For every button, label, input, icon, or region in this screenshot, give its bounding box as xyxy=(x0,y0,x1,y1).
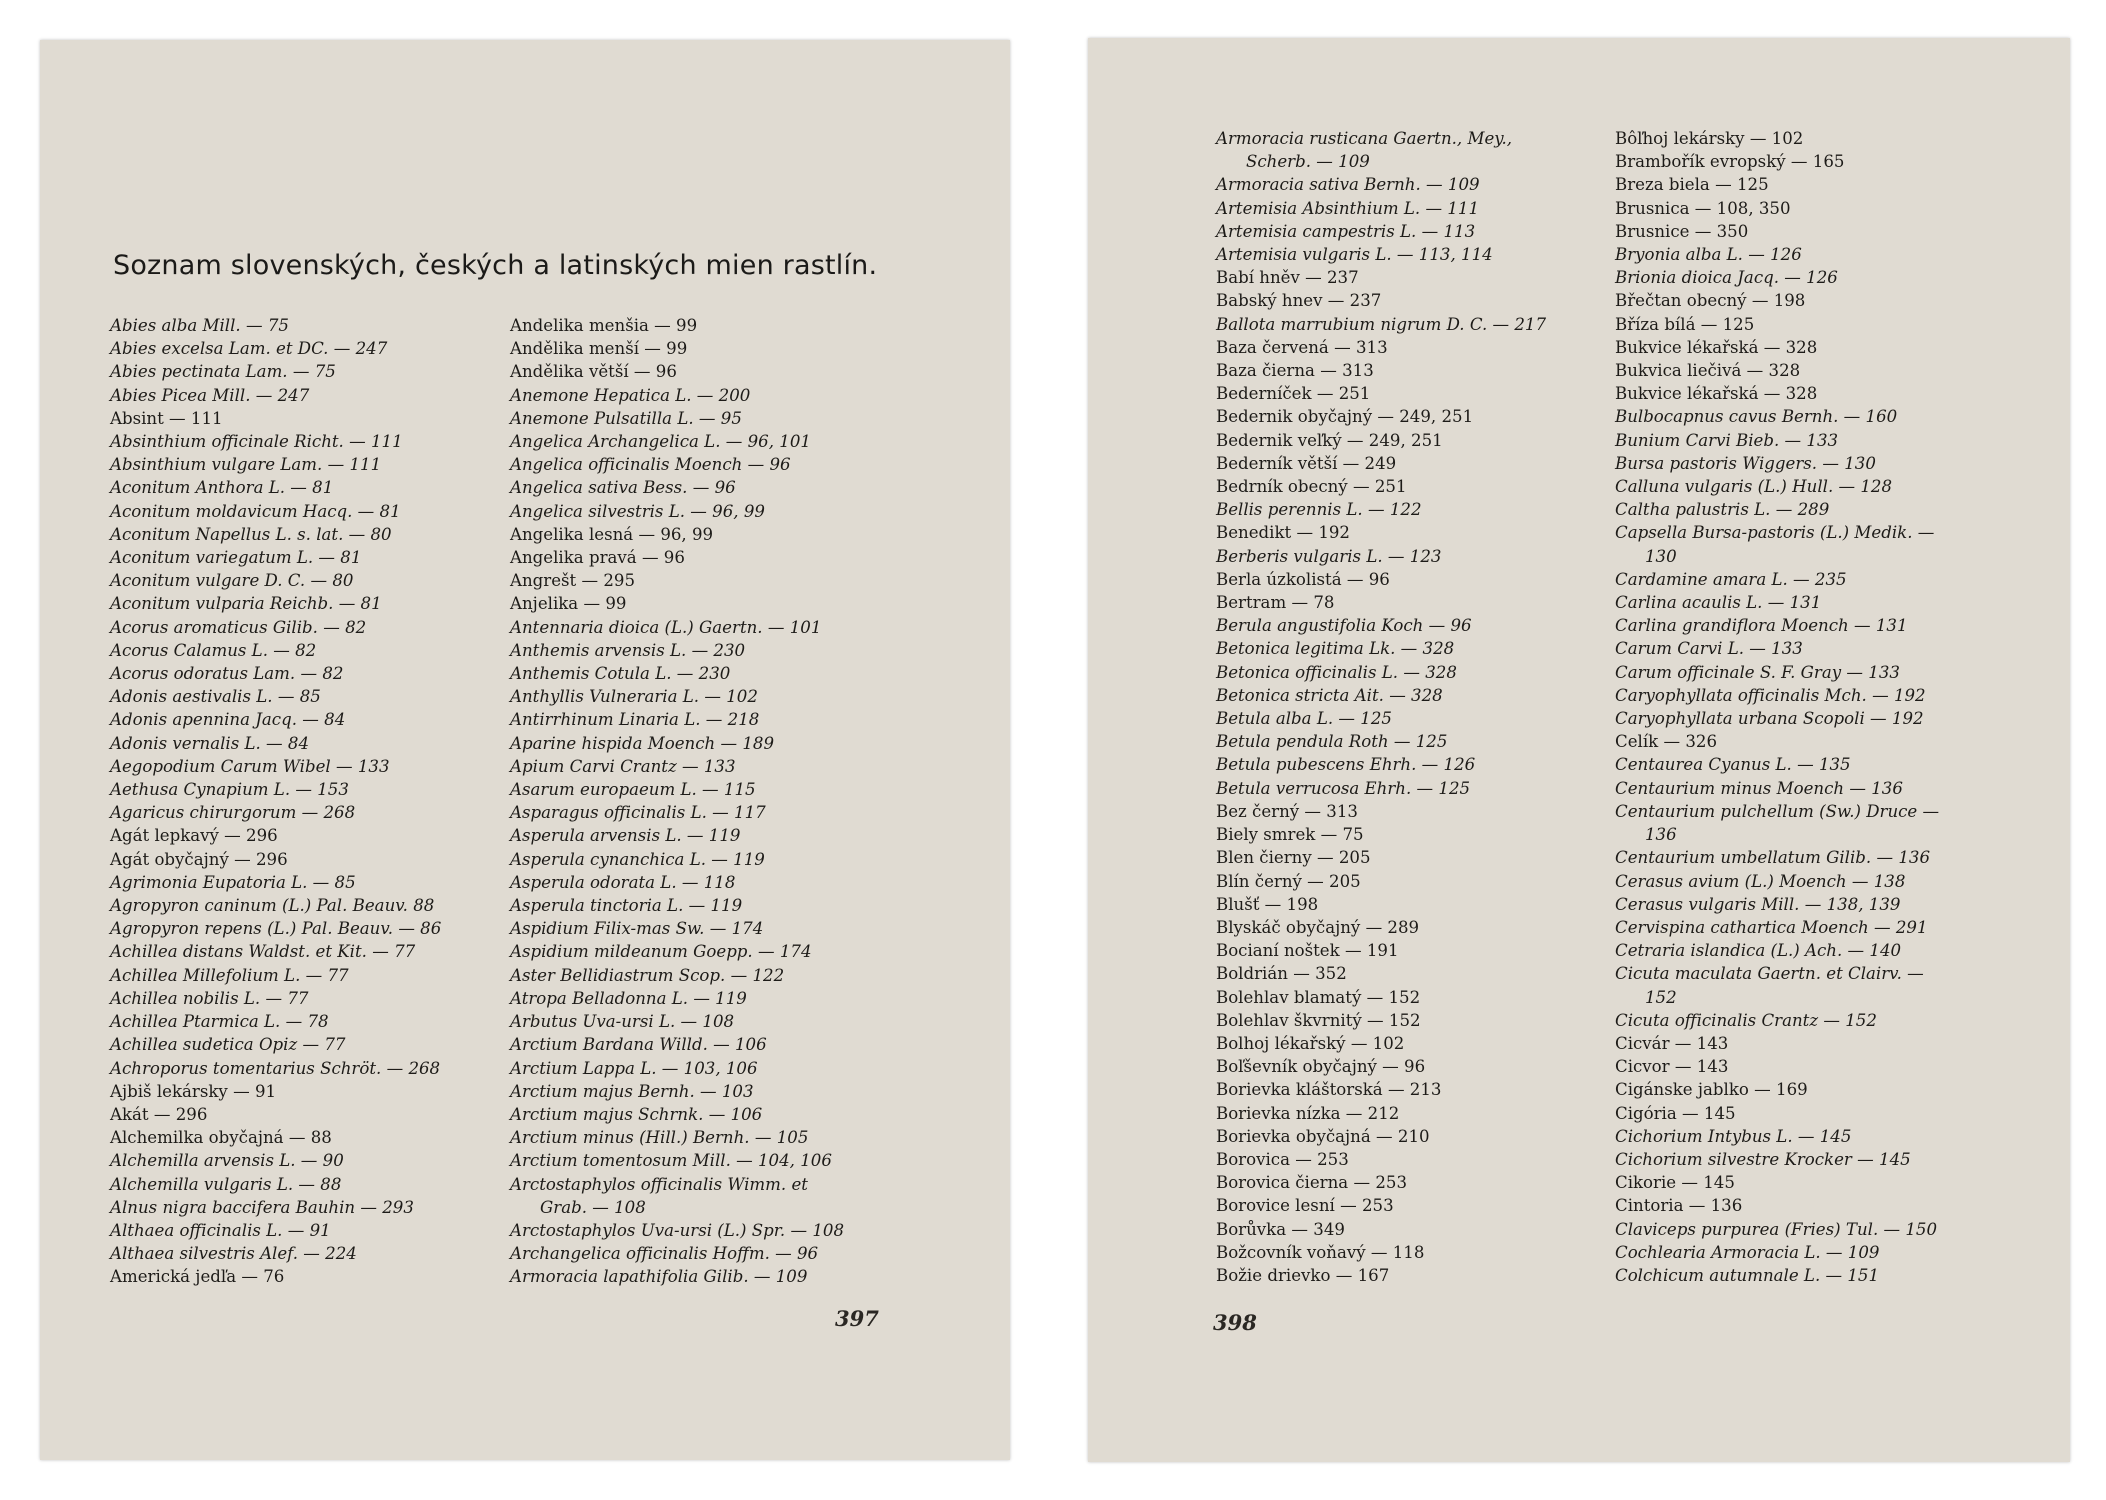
index-entry: Agropyron repens (L.) Pal. Beauv. — 86 xyxy=(110,919,442,939)
index-entry: Asperula arvensis L. — 119 xyxy=(510,826,741,846)
index-entry: Borievka nízka — 212 xyxy=(1216,1103,1400,1123)
index-entry: Absinthium vulgare Lam. — 111 xyxy=(110,455,382,475)
index-entry: Brionia dioica Jacq. — 126 xyxy=(1615,268,1838,288)
index-entry: Cichorium silvestre Krocker — 145 xyxy=(1615,1149,1911,1169)
index-entry: Artemisia campestris L. — 113 xyxy=(1216,221,1476,241)
index-entry: Aconitum Napellus L. s. lat. — 80 xyxy=(110,524,392,544)
index-entry: Borůvka — 349 xyxy=(1216,1219,1345,1239)
index-entry: Bukvica liečivá — 328 xyxy=(1615,361,1801,381)
index-entry: Baza červená — 313 xyxy=(1216,337,1388,357)
page-number-397: 397 xyxy=(835,1306,879,1331)
index-entry: Cigória — 145 xyxy=(1615,1103,1736,1123)
index-entry: Carlina grandiflora Moench — 131 xyxy=(1615,616,1908,636)
index-entry: Achillea nobilis L. — 77 xyxy=(110,988,309,1008)
index-entry: Bukvice lékařská — 328 xyxy=(1615,384,1818,404)
index-entry: Borovica čierna — 253 xyxy=(1216,1173,1407,1193)
index-entry: Brusnice — 350 xyxy=(1615,221,1749,241)
index-entry: Baza čierna — 313 xyxy=(1216,361,1374,381)
index-entry: Bellis perennis L. — 122 xyxy=(1216,500,1422,520)
index-entry: Grab. — 108 xyxy=(540,1197,646,1217)
index-title: Soznam slovenských, českých a latinských mien rastlín. xyxy=(113,250,878,281)
index-entry: Boľševník obyčajný — 96 xyxy=(1216,1057,1426,1077)
index-entry: Centaurium minus Moench — 136 xyxy=(1615,778,1903,798)
index-entry: Antirrhinum Linaria L. — 218 xyxy=(510,710,760,730)
index-entry: Betula pendula Roth — 125 xyxy=(1216,732,1448,752)
index-entry: Abies excelsa Lam. et DC. — 247 xyxy=(110,339,388,359)
index-entry: Betonica legitima Lk. — 328 xyxy=(1216,639,1455,659)
index-entry: Abies pectinata Lam. — 75 xyxy=(110,362,336,382)
index-entry: Ajbiš lekársky — 91 xyxy=(110,1081,277,1101)
index-entry: Aconitum variegatum L. — 81 xyxy=(110,548,362,568)
index-entry: Arctostaphylos officinalis Wimm. et xyxy=(510,1174,808,1194)
index-entry: Boldrián — 352 xyxy=(1216,964,1347,984)
index-entry: Anemone Hepatica L. — 200 xyxy=(510,385,751,405)
index-entry: Abies Picea Mill. — 247 xyxy=(110,385,310,405)
index-entry: Atropa Belladonna L. — 119 xyxy=(510,988,747,1008)
index-entry: Betula pubescens Ehrh. — 126 xyxy=(1216,755,1476,775)
index-entry: Cetraria islandica (L.) Ach. — 140 xyxy=(1615,941,1902,961)
index-entry: Apium Carvi Crantz — 133 xyxy=(510,756,736,776)
index-entry: Centaurium pulchellum (Sw.) Druce — xyxy=(1615,801,1940,821)
index-entry: Achillea Ptarmica L. — 78 xyxy=(110,1012,329,1032)
index-entry: Centaurea Cyanus L. — 135 xyxy=(1615,755,1851,775)
index-entry: Angelica Archangelica L. — 96, 101 xyxy=(510,432,811,452)
index-entry: Asperula cynanchica L. — 119 xyxy=(510,849,765,869)
index-entry: Borievka kláštorská — 213 xyxy=(1216,1080,1442,1100)
index-entry: Breza biela — 125 xyxy=(1615,175,1769,195)
index-entry: Berula angustifolia Koch — 96 xyxy=(1216,616,1472,636)
index-entry: Bříza bílá — 125 xyxy=(1615,314,1755,334)
index-entry: Betonica officinalis L. — 328 xyxy=(1216,662,1457,682)
index-entry: Artemisia Absinthium L. — 111 xyxy=(1216,198,1480,218)
index-entry: Betula verrucosa Ehrh. — 125 xyxy=(1216,778,1471,798)
index-entry: Alchemilla vulgaris L. — 88 xyxy=(110,1174,342,1194)
index-entry: Caryophyllata officinalis Mch. — 192 xyxy=(1615,685,1926,705)
index-entry: Andelika menšia — 99 xyxy=(510,316,698,335)
index-entry: Bez černý — 313 xyxy=(1216,801,1358,821)
index-entry: Agrimonia Eupatoria L. — 85 xyxy=(110,872,356,892)
index-entry: Acorus aromaticus Gilib. — 82 xyxy=(110,617,367,637)
index-entry: Aethusa Cynapium L. — 153 xyxy=(110,780,349,800)
page-number-398: 398 xyxy=(1213,1310,1257,1335)
index-entry: Berberis vulgaris L. — 123 xyxy=(1216,546,1442,566)
index-entry: Borievka obyčajná — 210 xyxy=(1216,1126,1430,1146)
index-entry: Anthyllis Vulneraria L. — 102 xyxy=(510,687,758,707)
index-entry: Aconitum Anthora L. — 81 xyxy=(110,478,334,498)
index-entry: Berla úzkolistá — 96 xyxy=(1216,569,1390,589)
index-entry: 130 xyxy=(1645,546,1677,566)
index-entry: Arctostaphylos Uva-ursi (L.) Spr. — 108 xyxy=(510,1220,844,1240)
index-entry: Arctium Lappa L. — 103, 106 xyxy=(510,1058,758,1078)
index-entry: Aconitum vulgare D. C. — 80 xyxy=(110,571,354,591)
index-entry: Arctium Bardana Willd. — 106 xyxy=(510,1035,767,1055)
index-entry: Bocianí noštek — 191 xyxy=(1216,941,1399,961)
index-entry: Borovica — 253 xyxy=(1216,1149,1349,1169)
index-entry: Bolehlav škvrnitý — 152 xyxy=(1216,1010,1421,1030)
index-entry: Scherb. — 109 xyxy=(1246,152,1370,172)
index-entry: Carum officinale S. F. Gray — 133 xyxy=(1615,662,1900,682)
left-page xyxy=(40,40,1010,1460)
index-entry: Alnus nigra baccifera Bauhin — 293 xyxy=(110,1197,414,1217)
index-entry: Agaricus chirurgorum — 268 xyxy=(110,803,356,823)
index-entry: Americká jedľa — 76 xyxy=(110,1267,285,1287)
index-entry: Acorus Calamus L. — 82 xyxy=(110,640,317,660)
index-entry: Adonis vernalis L. — 84 xyxy=(110,733,310,753)
index-entry: Cikorie — 145 xyxy=(1615,1173,1735,1193)
index-entry: Aspidium mildeanum Goepp. — 174 xyxy=(510,942,812,962)
index-entry: Carlina acaulis L. — 131 xyxy=(1615,593,1822,613)
index-entry: Aconitum moldavicum Hacq. — 81 xyxy=(110,501,401,521)
index-entry: Adonis apennina Jacq. — 84 xyxy=(110,710,346,730)
index-entry: Andělika menší — 99 xyxy=(510,339,688,359)
index-entry: Cintoria — 136 xyxy=(1615,1196,1743,1216)
index-entry: Bederníček — 251 xyxy=(1216,384,1371,404)
index-entry: Cardamine amara L. — 235 xyxy=(1615,569,1847,589)
index-entry: Angelika lesná — 96, 99 xyxy=(510,524,714,544)
index-entry: Althaea officinalis L. — 91 xyxy=(110,1220,331,1240)
index-entry: Arctium majus Bernh. — 103 xyxy=(510,1081,754,1101)
index-entry: Antennaria dioica (L.) Gaertn. — 101 xyxy=(510,617,822,637)
index-entry: Alchemilla arvensis L. — 90 xyxy=(110,1151,344,1171)
index-entry: Borovice lesní — 253 xyxy=(1216,1196,1394,1216)
index-entry: Artemisia vulgaris L. — 113, 114 xyxy=(1216,245,1493,265)
index-entry: Asperula odorata L. — 118 xyxy=(510,872,736,892)
index-entry: Babí hněv — 237 xyxy=(1216,268,1359,288)
index-entry: Absint — 111 xyxy=(110,408,223,428)
index-entry: Angrešt — 295 xyxy=(510,571,636,591)
index-entry: Cicvár — 143 xyxy=(1615,1033,1729,1053)
index-entry: Claviceps purpurea (Fries) Tul. — 150 xyxy=(1615,1219,1938,1239)
index-entry: Achillea distans Waldst. et Kit. — 77 xyxy=(110,942,416,962)
index-entry: Babský hnev — 237 xyxy=(1216,291,1382,311)
index-entry: Bunium Carvi Bieb. — 133 xyxy=(1615,430,1839,450)
index-entry: Brambořík evropský — 165 xyxy=(1615,152,1845,172)
index-entry: Anjelika — 99 xyxy=(510,594,627,614)
index-entry: Blín černý — 205 xyxy=(1216,871,1361,891)
index-entry: Armoracia sativa Bernh. — 109 xyxy=(1216,175,1480,195)
index-entry: Božie drievko — 167 xyxy=(1216,1265,1390,1285)
index-entry: Achillea Millefolium L. — 77 xyxy=(110,965,349,985)
index-entry: Betula alba L. — 125 xyxy=(1216,709,1392,729)
index-entry: Asperula tinctoria L. — 119 xyxy=(510,896,743,916)
index-entry: Angelica silvestris L. — 96, 99 xyxy=(510,501,765,521)
index-entry: Ballota marrubium nigrum D. C. — 217 xyxy=(1216,314,1547,334)
index-entry: Arctium tomentosum Mill. — 104, 106 xyxy=(510,1151,832,1171)
index-entry: Bolhoj lékařský — 102 xyxy=(1216,1033,1405,1053)
index-entry: Achillea sudetica Opiz — 77 xyxy=(110,1035,346,1055)
index-entry: Agropyron caninum (L.) Pal. Beauv. 88 xyxy=(110,896,435,916)
index-entry: Anthemis Cotula L. — 230 xyxy=(510,664,731,684)
right-page-column-1 xyxy=(1216,127,1546,1287)
index-entry: 136 xyxy=(1645,825,1677,845)
index-entry: Cicvor — 143 xyxy=(1615,1057,1729,1077)
index-entry: Anthemis arvensis L. — 230 xyxy=(510,640,746,660)
index-entry: Aconitum vulparia Reichb. — 81 xyxy=(110,594,382,614)
index-entry: Absinthium officinale Richt. — 111 xyxy=(110,432,403,452)
index-entry: Bederník větší — 249 xyxy=(1216,453,1397,473)
index-entry: Břečtan obecný — 198 xyxy=(1615,291,1806,311)
index-entry: Angelica sativa Bess. — 96 xyxy=(510,478,736,498)
index-entry: Archangelica officinalis Hoffm. — 96 xyxy=(510,1244,819,1264)
index-entry: Betonica stricta Ait. — 328 xyxy=(1216,685,1443,705)
index-entry: Cerasus avium (L.) Moench — 138 xyxy=(1615,871,1906,891)
index-entry: Blušť — 198 xyxy=(1216,894,1319,914)
index-entry: Colchicum autumnale L. — 151 xyxy=(1615,1265,1880,1285)
left-page-column-1 xyxy=(110,314,441,1289)
index-entry: Arctium minus (Hill.) Bernh. — 105 xyxy=(510,1128,809,1148)
index-entry: Bukvice lékařská — 328 xyxy=(1615,337,1818,357)
index-entry: Caltha palustris L. — 289 xyxy=(1615,500,1830,520)
index-entry: Alchemilka obyčajná — 88 xyxy=(110,1128,332,1148)
index-entry: Brusnica — 108, 350 xyxy=(1615,198,1791,218)
index-entry: Benedikt — 192 xyxy=(1216,523,1350,543)
index-entry: Cichorium Intybus L. — 145 xyxy=(1615,1126,1852,1146)
index-entry: Armoracia rusticana Gaertn., Mey., xyxy=(1216,129,1512,148)
index-entry: Achroporus tomentarius Schröt. — 268 xyxy=(110,1058,441,1078)
index-entry: Cicuta officinalis Crantz — 152 xyxy=(1615,1010,1877,1030)
index-entry: Blyskáč obyčajný — 289 xyxy=(1216,917,1420,937)
index-entry: Anemone Pulsatilla L. — 95 xyxy=(510,408,742,428)
index-entry: Božcovník voňavý — 118 xyxy=(1216,1242,1425,1262)
index-entry: Bryonia alba L. — 126 xyxy=(1615,245,1802,265)
index-entry: Abies alba Mill. — 75 xyxy=(110,316,289,335)
index-entry: Acorus odoratus Lam. — 82 xyxy=(110,664,344,684)
index-entry: Angelika pravá — 96 xyxy=(510,548,685,568)
index-entry: Adonis aestivalis L. — 85 xyxy=(110,687,321,707)
index-entry: Cervispina cathartica Moench — 291 xyxy=(1615,917,1928,937)
index-entry: Caryophyllata urbana Scopoli — 192 xyxy=(1615,709,1924,729)
index-entry: 152 xyxy=(1645,987,1677,1007)
index-entry: Bedrník obecný — 251 xyxy=(1216,477,1407,497)
index-entry: Aspidium Filix-mas Sw. — 174 xyxy=(510,919,764,939)
index-entry: Carum Carvi L. — 133 xyxy=(1615,639,1803,659)
index-entry: Bedernik veľký — 249, 251 xyxy=(1216,430,1443,450)
index-entry: Cigánske jablko — 169 xyxy=(1615,1080,1808,1100)
index-entry: Celík — 326 xyxy=(1615,732,1718,752)
index-entry: Bedernik obyčajný — 249, 251 xyxy=(1216,407,1474,427)
left-page-column-2 xyxy=(510,314,844,1289)
index-entry: Agát obyčajný — 296 xyxy=(110,849,288,869)
index-entry: Angelica officinalis Moench — 96 xyxy=(510,455,791,475)
right-page-column-2 xyxy=(1615,127,1939,1287)
index-entry: Althaea silvestris Alef. — 224 xyxy=(110,1244,357,1264)
index-entry: Asparagus officinalis L. — 117 xyxy=(510,803,766,823)
index-entry: Cerasus vulgaris Mill. — 138, 139 xyxy=(1615,894,1901,914)
index-entry: Biely smrek — 75 xyxy=(1216,825,1364,845)
index-entry: Cochlearia Armoracia L. — 109 xyxy=(1615,1242,1880,1262)
index-entry: Bôľhoj lekársky — 102 xyxy=(1615,129,1804,148)
index-entry: Aster Bellidiastrum Scop. — 122 xyxy=(510,965,785,985)
index-entry: Andělika větší — 96 xyxy=(510,362,677,382)
index-entry: Armoracia lapathifolia Gilib. — 109 xyxy=(510,1267,808,1287)
index-entry: Cicuta maculata Gaertn. et Clairv. — xyxy=(1615,964,1924,984)
index-entry: Capsella Bursa-pastoris (L.) Medik. — xyxy=(1615,523,1935,543)
index-entry: Arbutus Uva-ursi L. — 108 xyxy=(510,1012,735,1032)
index-entry: Aegopodium Carum Wibel — 133 xyxy=(110,756,390,776)
index-entry: Asarum europaeum L. — 115 xyxy=(510,780,756,800)
index-entry: Centaurium umbellatum Gilib. — 136 xyxy=(1615,848,1931,868)
right-page xyxy=(1088,38,2070,1462)
index-entry: Agát lepkavý — 296 xyxy=(110,826,278,846)
index-entry: Arctium majus Schrnk. — 106 xyxy=(510,1104,763,1124)
index-entry: Bursa pastoris Wiggers. — 130 xyxy=(1615,453,1876,473)
index-entry: Calluna vulgaris (L.) Hull. — 128 xyxy=(1615,477,1893,497)
index-entry: Bolehlav blamatý — 152 xyxy=(1216,987,1421,1007)
index-entry: Bertram — 78 xyxy=(1216,593,1335,613)
index-entry: Bulbocapnus cavus Bernh. — 160 xyxy=(1615,407,1898,427)
index-entry: Blen čierny — 205 xyxy=(1216,848,1371,868)
index-entry: Aparine hispida Moench — 189 xyxy=(510,733,775,753)
index-entry: Akát — 296 xyxy=(110,1104,208,1124)
